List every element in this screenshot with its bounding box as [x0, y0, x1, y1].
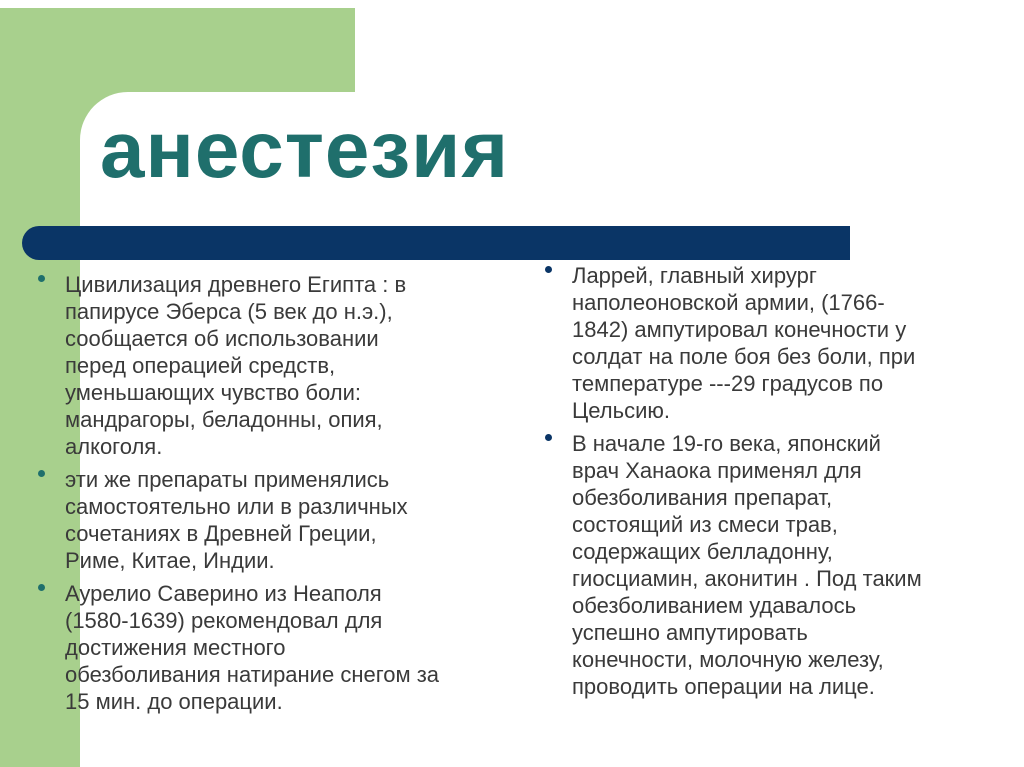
bullet-text-line: Ларрей, главный хирург: [572, 263, 817, 288]
bullet-text-line: гиосциамин, аконитин . Под таким: [572, 566, 922, 591]
bullet-dot-icon: [38, 470, 45, 477]
bullet-text-line: обезболивания натирание снегом за: [65, 662, 440, 687]
bullet-text-line: алкоголя.: [65, 434, 163, 459]
bullet-text-line: сообщается об использовании: [65, 326, 379, 351]
bullet-text-line: врач Ханаока применял для: [572, 458, 862, 483]
bullet-text-line: состоящий из смеси трав,: [572, 512, 838, 537]
bullet-text-line: успешно ампутировать: [572, 620, 808, 645]
bullet-dot-icon: [38, 275, 45, 282]
bullet-text-line: достижения местного: [65, 635, 286, 660]
bullet-item: [545, 430, 1005, 700]
bullet-item: [38, 271, 508, 460]
left-bullet-list: [38, 271, 508, 721]
bullet-text-line: самостоятельно или в различных: [65, 494, 408, 519]
bullet-text-line: содержащих белладонну,: [572, 539, 833, 564]
bullet-text-line: Риме, Китае, Индии.: [65, 548, 275, 573]
bullet-item: [38, 466, 508, 574]
bullet-text-line: проводить операции на лице.: [572, 674, 875, 699]
bullet-dot-icon: [38, 584, 45, 591]
bullet-text-line: наполеоновской армии, (1766-: [572, 290, 885, 315]
bullet-text-line: 1842) ампутировал конечности у: [572, 317, 907, 342]
bullet-text-line: Аурелио Саверино из Неаполя: [65, 581, 382, 606]
bullet-text-line: солдат на поле боя без боли, при: [572, 344, 916, 369]
bullet-text-line: 15 мин. до операции.: [65, 689, 283, 714]
bullet-text-line: уменьшающих чувство боли:: [65, 380, 361, 405]
bullet-text-line: Цивилизация древнего Египта : в: [65, 272, 407, 297]
title-divider-bar: [22, 226, 850, 260]
bullet-item: [545, 262, 1005, 424]
bullet-text-line: Цельсию.: [572, 398, 670, 423]
bullet-dot-icon: [545, 434, 552, 441]
bullet-text-line: обезболивания препарат,: [572, 485, 833, 510]
slide-title: анестезия: [100, 105, 510, 194]
bullet-text-line: мандрагоры, беладонны, опия,: [65, 407, 383, 432]
bullet-text-line: (1580-1639) рекомендовал для: [65, 608, 383, 633]
bullet-text-line: В начале 19-го века, японский: [572, 431, 881, 456]
bullet-text-line: эти же препараты применялись: [65, 467, 390, 492]
bullet-text-line: конечности, молочную железу,: [572, 647, 884, 672]
bullet-text-line: перед операцией средств,: [65, 353, 336, 378]
right-bullet-list: [545, 262, 1005, 706]
bullet-text-line: сочетаниях в Древней Греции,: [65, 521, 377, 546]
bullet-item: [38, 580, 508, 715]
bullet-text-line: обезболиванием удавалось: [572, 593, 857, 618]
bullet-text-line: папирусе Эберса (5 век до н.э.),: [65, 299, 393, 324]
bullet-dot-icon: [545, 266, 552, 273]
bullet-text-line: температуре ---29 градусов по: [572, 371, 884, 396]
